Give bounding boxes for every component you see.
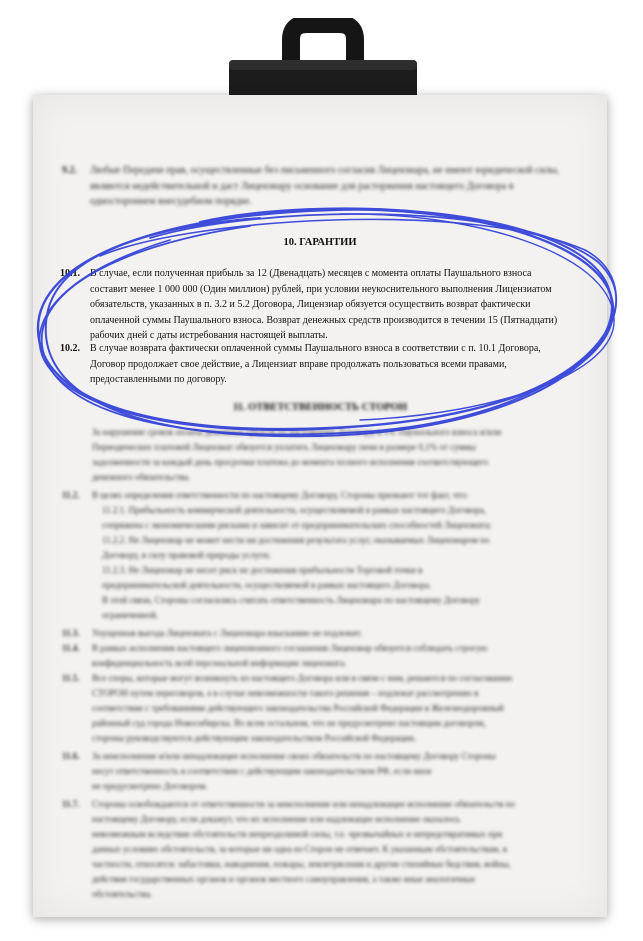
text-line: В этой связи, Стороны согласились считать ответственность Лицензиара по настоящему Договору <box>102 595 481 605</box>
text-line: Договору, в силу правовой природы услуги; <box>102 550 271 560</box>
clause-number: 11.3. <box>62 628 80 638</box>
section-10-heading: 10. ГАРАНТИИ <box>283 237 357 248</box>
clause-number: 11.7. <box>62 799 80 809</box>
text-line: задолженности за каждый день просрочки платежа до момента полного исполнения соответствующего <box>92 457 489 467</box>
text-line: частности, относятся: забастовки, наводнения, пожары, землетрясения и другие стихийные бедствия, войны, <box>92 859 511 869</box>
text-line: В целях определения ответственности по настоящему Договору, Стороны признают тот факт, что: <box>92 490 469 500</box>
clause-10-1 <box>60 266 607 344</box>
clause-11-2-1 <box>62 503 607 533</box>
clause-11-2-note <box>62 593 607 623</box>
text-line: конфиденциальность всей персональной информации лицензиата. <box>92 658 347 668</box>
clause-number: 9.2. <box>62 165 77 176</box>
clause-number: 11.2. <box>62 490 80 500</box>
text-line: оплаченной суммы Паушального взноса. Возврат денежных средств производится в течении 15 (Пятнадцати) <box>90 314 558 326</box>
clause-number: 11.4. <box>62 643 80 653</box>
text-line: 11.2.2. Не Лицензиар не может нести ни достижения результата услуг, оказываемых Лицензиаром по <box>102 535 490 545</box>
text-line: За нарушение сроков оплаты денежных средств по настоящему Договору, в т.ч. Паушального взноса и/или <box>92 427 502 437</box>
clause-11-1 <box>62 425 607 485</box>
clause-11-3 <box>62 626 607 641</box>
text-line: В случае возврата фактически оплаченной суммы Паушального взноса в соответствии с п. 10.1 Договора, <box>90 343 541 354</box>
clause-number: 10.2. <box>60 343 80 354</box>
text-line: 11.2.1. Прибыльность коммерческой деятельности, осуществляемой в рамках настоящего Договора, <box>102 505 486 515</box>
section-11-body <box>62 425 607 902</box>
text-line: являются недействительной и даст Лицензиару основание для расторжения настоящего Договора в <box>90 180 514 192</box>
text-line: Упущенная выгода Лицензиата с Лицензиара взысканию не подлежит. <box>92 628 362 638</box>
clause-number <box>62 425 92 485</box>
text-line: Договор продолжает свое действие, а Лицензиат вправе продолжать пользоваться всеми правами, <box>90 358 507 370</box>
text-line: не предусмотрено Договором. <box>92 781 208 791</box>
text-line: За неисполнение и/или ненадлежащее исполнение своих обязательств по настоящему Договору Стороны <box>92 751 496 761</box>
text-line: невозможным вследствие обстоятельств непреодолимой силы, т.е. чрезвычайных и непредотвратимых при <box>92 829 503 839</box>
clause-number: 10.1. <box>60 268 80 279</box>
text-line: стороны руководствуются действующим законодательством Российской Федерации. <box>92 733 416 743</box>
text-line: Стороны освобождаются от ответственности за неисполнение или ненадлежащее исполнение обязательств по <box>92 799 515 809</box>
text-line: действия государственных органов и органов местного самоуправления, а также иные аналогичные <box>92 874 476 884</box>
text-line: обязательств, указанных в п. 3.2 и 5.2 Договора, Лицензиар обязуется осуществить возврат фактически <box>90 299 531 310</box>
blurred-clause-9-2 <box>62 163 607 210</box>
text-line: данных условиях обстоятельств, за которые ни одна из Сторон не отвечает. К указанным обстоятельствам, в <box>92 844 508 854</box>
text-line: обстоятельства. <box>92 889 153 899</box>
text-line: Периодических платежей Лицензиат обязуется уплатить Лицензиару пени в размере 0,1% от суммы <box>92 442 476 452</box>
clause-11-6 <box>62 749 607 794</box>
clause-11-7 <box>62 797 607 902</box>
text-line: соответствии с требованиями действующего законодательства Российской Федерации в Железнодорожный <box>92 703 504 713</box>
text-line: несут ответственность в соответствии с действующим законодательством РФ, если иное <box>92 766 432 776</box>
clause-11-2 <box>62 488 607 503</box>
clause-10-2 <box>60 341 607 388</box>
text-line: Все споры, которые могут возникнуть из настоящего Договора или в связи с ним, решаются по согласованию <box>92 673 513 683</box>
text-line: рабочих дней с даты истребования настоящей выплаты. <box>90 330 328 341</box>
text-line: предоставленными по договору. <box>90 374 227 385</box>
clause-number: 11.6. <box>62 751 80 761</box>
text-line: Любые Передачи прав, осуществленные без письменного согласия Лицензиара, не имеют юридической силы, <box>90 165 560 176</box>
text-line: В рамках исполнения настоящего лицензионного соглашения Лицензиар обязуется соблюдать строгую <box>92 643 488 653</box>
text-line: настоящему Договору, если докажут, что их исполнение или надлежащее исполнение оказалось <box>92 814 461 824</box>
clause-11-4 <box>62 641 607 671</box>
text-line: денежного обязательства. <box>92 472 191 482</box>
text-line: СТОРОН путем переговоров, а в случае невозможности такого решения – подлежат рассмотрению в <box>92 688 479 698</box>
text-line: одностороннем внесудебном порядке. <box>90 196 252 207</box>
text-line: предпринимательской деятельности, осуществляемой в рамках настоящего Договора. <box>102 580 432 590</box>
text-line: 11.2.3. Не Лицензиар не несет риск не достижения прибыльности Торговой точки в <box>102 565 423 575</box>
text-line: ограниченной. <box>102 610 159 620</box>
text-line: В случае, если полученная прибыль за 12 (Двенадцать) месяцев с момента оплаты Паушального взноса <box>90 268 532 279</box>
text-line: составит менее 1 000 000 (Один миллион) рублей, при условии неукоснительного выполнения Лицензиатом <box>90 283 552 295</box>
clause-number: 11.5. <box>62 673 80 683</box>
clause-11-5 <box>62 671 607 746</box>
text-line: сопряжена с экономическими рисками и зависит от предпринимательских способностей Лицензиата; <box>102 520 492 530</box>
clause-11-2-2 <box>62 533 607 563</box>
clause-11-2-3 <box>62 563 607 593</box>
text-line: районный суд города Новосибирска. Во всем остальном, что не предусмотрено настоящим договором, <box>92 718 486 728</box>
section-11-heading: 11. ОТВЕТСТВЕННОСТЬ СТОРОН <box>232 402 408 413</box>
